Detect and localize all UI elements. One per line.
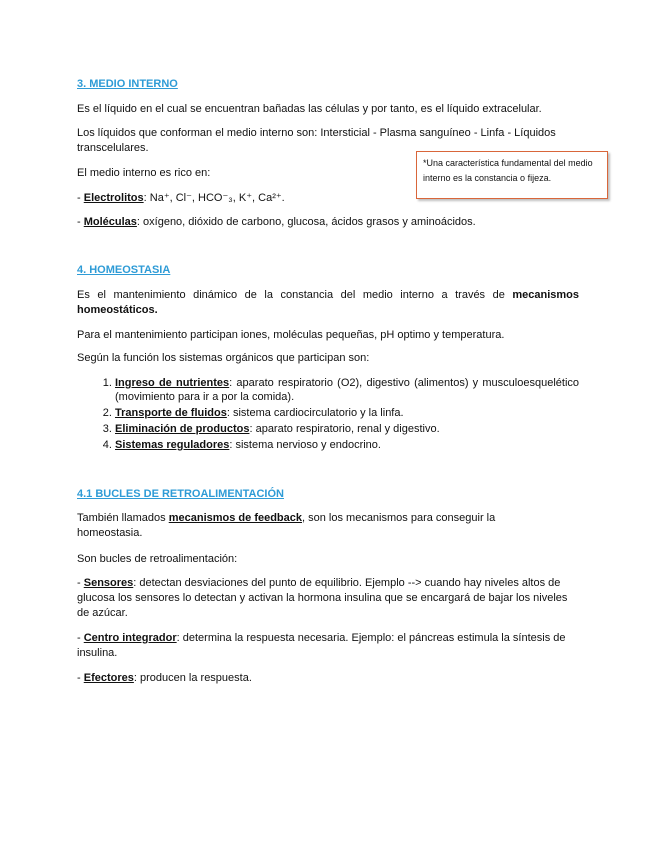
effectors-label: Efectores	[83, 672, 134, 684]
systems-intro: Según la función los sistemas orgánicos que participan son:	[77, 352, 370, 364]
medio-interno-liquids: Los líquidos que conforman el medio interno son: Intersticial - Plasma sanguíneo - Linfa - Líquidos transcelulares.	[77, 127, 556, 154]
list-item-label: Eliminación de productos	[115, 423, 250, 435]
list-item-text: : sistema nervioso y endocrino.	[229, 439, 381, 451]
electrolytes-text: : Na⁺, Cl⁻, HCO⁻₃, K⁺, Ca²⁺.	[143, 192, 285, 204]
effectors-text: : producen la respuesta.	[133, 672, 252, 684]
list-item-label: Transporte de fluidos	[115, 407, 227, 419]
molecules-line: - Moléculas: oxígeno, dióxido de carbono, glucosa, ácidos grasos y aminoácidos.	[77, 216, 476, 228]
integrator-line: - Centro integrador: determina la respuesta necesaria. Ejemplo: el páncreas estimula la síntesis de insulina.	[77, 632, 566, 659]
bucles-intro-bold: mecanismos de feedback	[168, 512, 303, 524]
medio-interno-definition: Es el líquido en el cual se encuentran bañadas las células y por tanto, es el líquido extracelular.	[77, 103, 542, 115]
list-item	[115, 406, 579, 420]
molecules-text: : oxígeno, dióxido de carbono, glucosa, ácidos grasos y aminoácidos.	[136, 216, 476, 228]
electrolytes-label: Electrolitos	[83, 192, 144, 204]
medio-interno-rich: El medio interno es rico en:	[77, 167, 211, 179]
list-item-text: : aparato respiratorio (O2), digestivo (alimentos) y musculoesquelético (movimiento para ir a por la comida).	[115, 377, 580, 403]
list-item-label: Sistemas reguladores	[115, 439, 230, 451]
list-item-label: Ingreso de nutrientes	[115, 377, 230, 389]
list-item	[115, 438, 579, 452]
list-item-text: : sistema cardiocirculatorio y la linfa.	[226, 407, 404, 419]
homeostasia-def-text: Es el mantenimiento dinámico de la constancia del medio interno a través de	[77, 289, 513, 301]
homeostasia-definition	[77, 288, 579, 318]
systems-list	[77, 376, 579, 454]
heading-medio-interno: 3. MEDIO INTERNO	[77, 78, 178, 90]
list-item-text: : aparato respiratorio, renal y digestivo.	[249, 423, 440, 435]
sensors-label: Sensores	[83, 577, 134, 589]
sensors-line: - Sensores: detectan desviaciones del punto de equilibrio. Ejemplo --> cuando hay niveles altos de glucosa los sensores lo detectan y activan la hormona insulina que se encargará de bajar los niveles de azúcar.	[77, 577, 568, 619]
bucles-intro-b: , son los mecanismos para conseguir la homeostasia.	[77, 512, 496, 539]
sensors-text: : detectan desviaciones del punto de equilibrio. Ejemplo --> cuando hay niveles altos de glucosa los sensores lo detectan y activan la hormona insulina que se encargará de bajar los niveles de azúcar.	[77, 577, 568, 619]
loops-intro: Son bucles de retroalimentación:	[77, 553, 238, 565]
electrolytes-line: - Electrolitos: Na⁺, Cl⁻, HCO⁻₃, K⁺, Ca²⁺.	[77, 192, 285, 204]
integrator-label: Centro integrador	[83, 632, 177, 644]
note-box: *Una característica fundamental del medio interno es la constancia o fijeza.	[416, 151, 608, 199]
list-item	[115, 422, 579, 436]
homeostasia-participants: Para el mantenimiento participan iones, moléculas pequeñas, pH optimo y temperatura.	[77, 329, 505, 341]
effectors-line: - Efectores: producen la respuesta.	[77, 672, 252, 684]
bucles-intro-a: También llamados	[77, 512, 169, 524]
bucles-intro	[77, 511, 517, 541]
heading-bucles: 4.1 BUCLES DE RETROALIMENTACIÓN	[77, 488, 284, 500]
heading-homeostasia: 4. HOMEOSTASIA	[77, 264, 171, 276]
integrator-text: : determina la respuesta necesaria. Ejemplo: el páncreas estimula la síntesis de insulina.	[77, 632, 566, 659]
list-item	[115, 376, 579, 404]
homeostasia-def-bold: mecanismos homeostáticos.	[77, 289, 579, 316]
molecules-label: Moléculas	[83, 216, 137, 228]
